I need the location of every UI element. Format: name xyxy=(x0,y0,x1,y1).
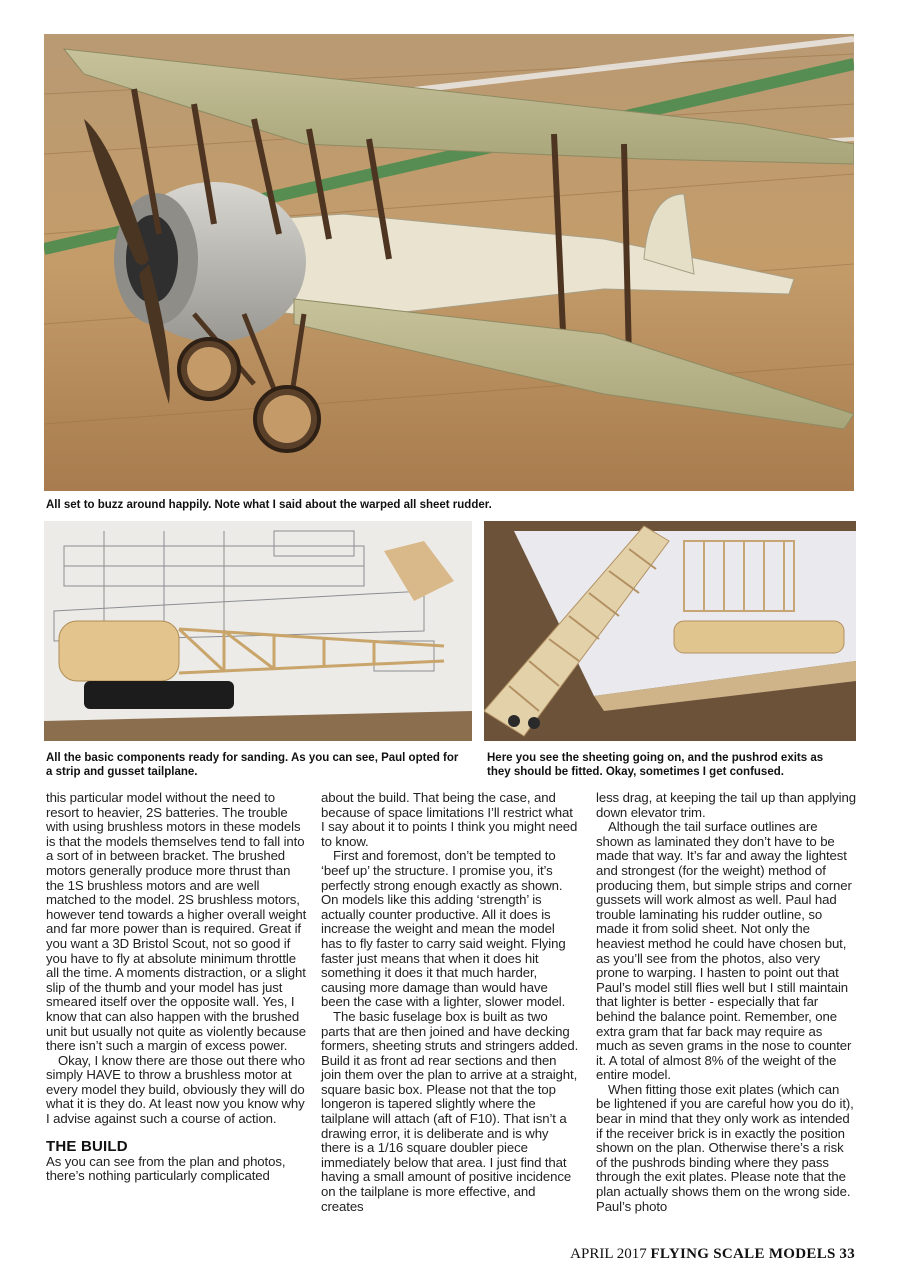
biplane-illustration xyxy=(44,34,854,491)
paragraph: about the build. That being the case, and because of space limitations I’ll restrict what I say about it to points I think you might need to know. xyxy=(321,790,578,849)
right-photo-sheeting xyxy=(484,521,856,741)
section-heading: THE BUILD xyxy=(46,1137,128,1155)
magazine-title: FLYING SCALE MODELS xyxy=(650,1246,836,1262)
page-number: 33 xyxy=(839,1246,855,1262)
article-column-3 xyxy=(596,791,856,1214)
paragraph: less drag, at keeping the tail up than applying down elevator trim. xyxy=(596,790,856,820)
paragraph: First and foremost, don’t be tempted to ‘beef up’ the structure. I promise you, it’s perfectly strong enough exactly as shown. On models like this adding ‘strength’ is actually counter productive. All it does is increase the weight and mean the model has to fly faster to carry said weight. Flying faster just means that when it does hit something it does it that much harder, causing more damage than would have been the case with a lighter, slower model. xyxy=(321,848,566,1010)
article-column-1 xyxy=(46,791,308,1184)
paragraph: this particular model without the need to resort to heavier, 2S batteries. The trouble with using brushless motors in these models is that the models themselves tend to fall into a sort of in between bracket. The brushed motors generally produce more thrust than the 1S brushless motors and are well matched to the model. 2S brushless motors, however tend towards a higher overall weight and far more power than is required. Great if you want a 3D Bristol Scout, not so good if you have to fly at absolute minimum throttle all the time. A moments distraction, or a slight slip of the thumb and your model has just smeared itself over the opposite wall. Yes, I know that can also happen with the brushed unit but usually not quite as violently because there isn’t such a margin of excess power. xyxy=(46,790,307,1054)
components-illustration xyxy=(44,521,472,741)
paragraph: Okay, I know there are those out there who simply HAVE to throw a brushless motor at every model they build, obviously they will do what it is they do. At least now you know why I advise against such a course of action. xyxy=(46,1052,305,1127)
paragraph: The basic fuselage box is built as two parts that are then joined and have decking formers, sheeting struts and stringers added. Build it as front ad rear sections and then join them over the plan to arrive at a straight, square basic box. Please not that the top longeron is tapered slightly where the tailplane will attach (aft of F10). That isn’t a drawing error, it is deliberate and is why there is a 1/16 square doubler piece immediately below that area. I just find that having a small amount of positive incidence on the tailplane is more effective, and creates xyxy=(321,1008,579,1214)
paragraph: Although the tail surface outlines are shown as laminated they don’t have to be made that way. It’s far and away the lightest and strongest (for the weight) method of producing them, but simple strips and corner gussets will work almost as well. Paul had trouble laminating his rudder outline, so made it from solid sheet. Not only the heaviest method he could have chosen but, as you’ll see from the photos, also very prone to warping. I hasten to point out that Paul’s model still flies well but I still maintain that lighter is better - especially that far behind the balance point. Remember, one extra gram that far back may require as much as seven grams in the nose to counter it. A total of almost 8% of the weight of the entire model. xyxy=(596,819,852,1083)
main-photo-caption: All set to buzz around happily. Note what I said about the warped all sheet rudder. xyxy=(46,499,492,511)
paragraph: As you can see from the plan and photos, there’s nothing particularly complicated xyxy=(46,1153,286,1184)
article-column-2 xyxy=(321,791,579,1214)
right-photo-caption: Here you see the sheeting going on, and the pushrod exits as they should be fitted. Okay, sometimes I get confused. xyxy=(487,752,824,778)
left-photo-caption: All the basic components ready for sanding. As you can see, Paul opted for a strip and gusset tailplane. xyxy=(46,752,459,778)
main-photo-biplane xyxy=(44,34,854,491)
paragraph: When fitting those exit plates (which can be lightened if you are careful how you do it), bear in mind that they only work as intended if the receiver brick is in exactly the position shown on the plan. Otherwise there’s a risk of the pushrods binding where they pass through the exit plates. Please note that the plan actually shows them on the wrong side. Paul’s photo xyxy=(596,1081,854,1214)
sheeting-illustration xyxy=(484,521,856,741)
left-photo-components xyxy=(44,521,472,741)
issue-date: APRIL 2017 xyxy=(570,1246,647,1262)
page-footer xyxy=(570,1246,855,1263)
